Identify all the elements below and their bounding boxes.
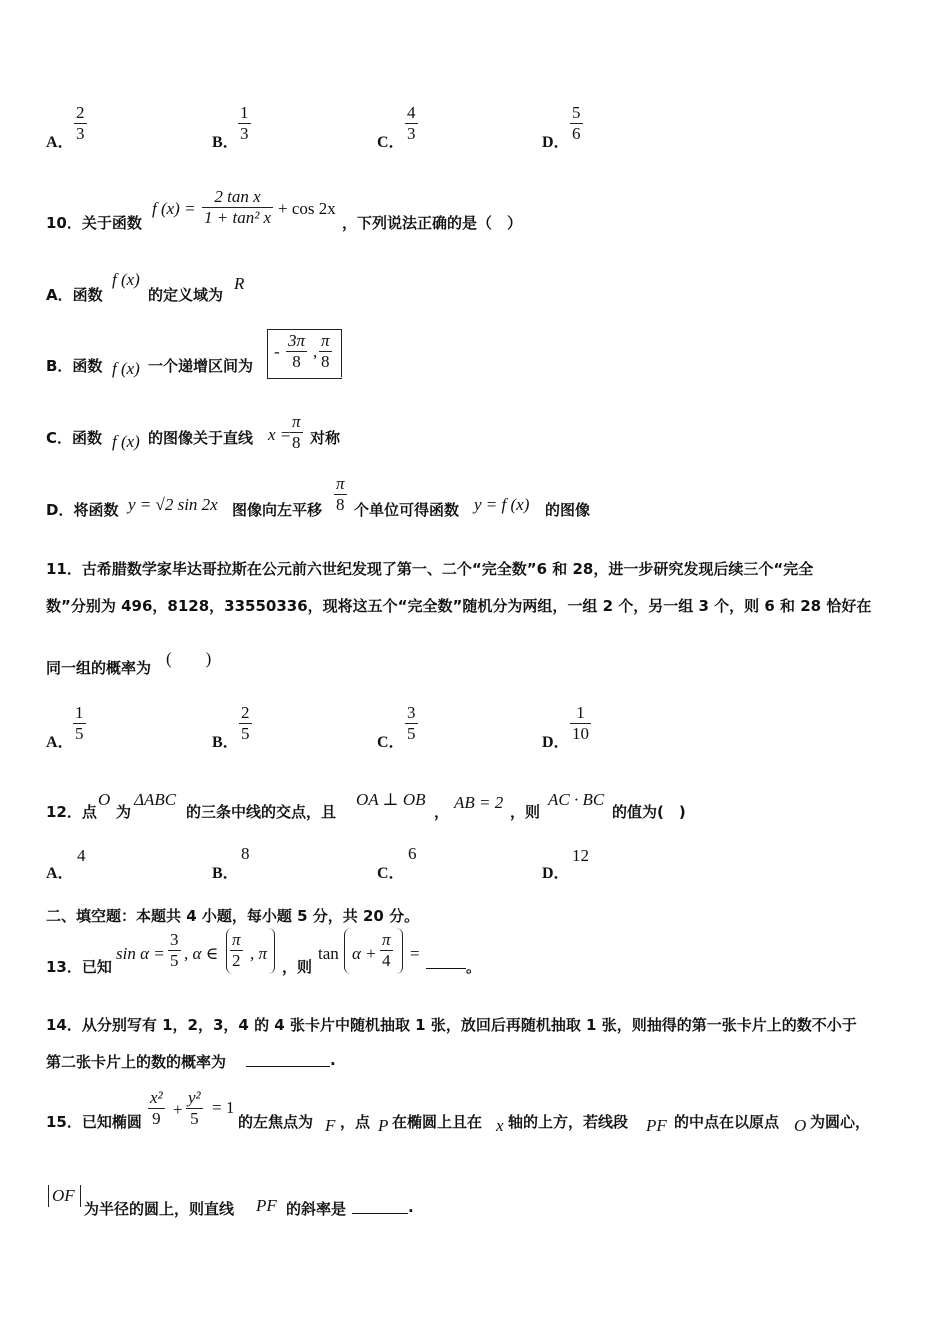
q13-comma: , α ∈ [184,944,219,963]
q9-option-b-label: B． [212,134,239,151]
q12-option-b-label: B． [212,865,239,882]
q15-t6: 的中点在以原点 [674,1113,780,1131]
q14-line1: 14．从分别写有 1，2，3，4 的 4 张卡片中随机抽取 1 张，放回后再随机抽取 1 张，则抽得的第一张卡片上的数不小于 [46,1016,857,1034]
q13-fraction-3: $\frac{\pi}{4}$ [382,930,391,970]
q15-t4: 在椭圆上且在 [392,1113,483,1131]
q10-c-x: x = [268,425,292,444]
q13-t2: ，则 [282,958,313,976]
q15-PF2: PF [256,1196,277,1215]
q13-t1: 13．已知 [46,958,112,976]
q10-b-left-fraction: $\frac{3\pi}{8}$ [288,331,306,371]
q12-triangle: ΔABC [134,790,177,809]
q9-option-b-fraction: $\frac{1}{3}$ [240,103,249,143]
q12-dot: AC · BC [548,790,605,809]
q15-fraction-x: $\frac{\text{x²}}{9}$ [150,1088,163,1128]
q10-func: f (x) = [152,199,196,218]
q10-c-fraction: $\frac{\pi}{8}$ [292,412,301,452]
q11-paren: ( ) [166,649,212,668]
q10-d-text: 图像向左平移 [232,501,323,519]
q15-t7: 为圆心， [810,1113,871,1131]
q10-fraction: $\frac{\text{2 tan x}}{\text{1 + tan² x}}$ [204,187,272,227]
q11-option-d-label: D． [542,734,570,751]
q12-option-d-label: D． [542,865,570,882]
q15-O: O [794,1116,807,1135]
q10-b-label: B．函数 [46,357,103,375]
q13-fraction-1: $\frac{3}{5}$ [170,930,179,970]
q9-option-a-label: A． [46,134,74,151]
q15-abs-left [48,1185,49,1207]
q10-d-math: y = √2 sin 2x [128,495,218,514]
q14-line2: 第二张卡片上的数的概率为 [46,1053,227,1071]
q15-abs-right [80,1185,81,1207]
q13-answer-blank [426,968,466,969]
q12-ab: AB = 2 [454,793,504,812]
q10-b-comma: , [313,342,318,361]
q15-t3: ，点 [340,1113,371,1131]
q10-b-text: 一个递增区间为 [148,357,254,375]
q10-a-text: 的定义域为 [148,286,224,304]
q13-tan: tan [318,944,339,963]
q10-a-R: R [234,274,245,293]
q14-end: . [330,1051,336,1069]
q10-c-math: f (x) [112,432,140,451]
q12-t6: 的值为( ) [612,803,686,821]
q9-option-c-label: C． [377,134,405,151]
q15-OF: OF [52,1186,75,1205]
q10-c-label: C．函数 [46,429,103,447]
q11-option-c-label: C． [377,734,405,751]
q11-option-b-label: B． [212,734,239,751]
q12-option-c-value: 6 [408,844,417,863]
q12-option-b-value: 8 [241,844,250,863]
q10-b-math: f (x) [112,359,140,378]
q10-c-text: 的图像关于直线 [148,429,254,447]
q13-right-paren [268,928,275,974]
q10-suffix: ，下列说法正确的是（ ） [342,214,523,232]
q11-option-c-fraction: $\frac{3}{5}$ [407,703,416,743]
q10-tail-math: + cos 2x [278,199,336,218]
q12-t2: 为 [116,803,132,821]
q11-line1: 11．古希腊数学家毕达哥拉斯在公元前六世纪发现了第一、二个“完全数”6 和 28，进一步研究发现后续三个“完全 [46,560,814,578]
q9-option-a-fraction: $\frac{2}{3}$ [76,103,85,143]
q13-end: 。 [466,958,482,976]
q12-option-c-label: C． [377,865,405,882]
q10-b-right-bracket [341,329,342,377]
q15-t5: 轴的上方，若线段 [508,1113,629,1131]
q13-pi: , π [250,944,268,963]
q11-line2: 数”分别为 496，8128，33550336，现将这五个“完全数”随机分为两组，一组 2 个，另一组 3 个，则 6 和 28 恰好在 [46,597,872,615]
section-2-title: 二、填空题：本题共 4 小题，每小题 5 分，共 20 分。 [46,907,420,925]
q9-option-c-fraction: $\frac{4}{3}$ [407,103,416,143]
q15-fraction-y: $\frac{\text{y²}}{5}$ [188,1088,201,1128]
q15-t1: 15．已知椭圆 [46,1113,142,1131]
q10-a-math: f (x) [112,270,140,289]
q12-t3: 的三条中线的交点，且 [186,803,337,821]
q10-d-fraction: $\frac{\pi}{8}$ [336,474,345,514]
q15-t8: 为半径的圆上，则直线 [84,1200,235,1218]
q12-t4: ， [434,803,450,821]
q15-eq: = 1 [212,1098,235,1117]
q15-end: . [408,1198,414,1216]
q12-option-a-label: A． [46,865,74,882]
q13-fraction-2: $\frac{\pi}{2}$ [232,930,241,970]
q12-option-d-value: 12 [572,846,589,865]
q10-prefix: 10．关于函数 [46,214,142,232]
q15-plus: + [173,1100,183,1119]
q10-d-text3: 的图像 [545,501,591,519]
q13-alpha: α + [352,944,377,963]
q13-tan-right-paren [396,928,403,974]
q10-d-math2: y = f (x) [474,495,530,514]
q12-O: O [98,790,111,809]
q15-P: P [378,1116,389,1135]
q9-option-d-fraction: $\frac{5}{6}$ [572,103,581,143]
q11-option-a-fraction: $\frac{1}{5}$ [75,703,84,743]
q15-PF: PF [646,1116,667,1135]
q12-t5: ，则 [510,803,541,821]
q11-option-d-fraction: $\frac{1}{10}$ [572,703,589,743]
q10-d-text2: 个单位可得函数 [354,501,460,519]
q15-F: F [325,1116,336,1135]
q14-answer-blank [246,1066,330,1067]
q13-sin: sin α = [116,944,165,963]
q11-option-b-fraction: $\frac{2}{5}$ [241,703,250,743]
q15-x: x [496,1116,504,1135]
q12-perp: OA ⊥ OB [356,790,426,809]
q10-b-right-fraction: $\frac{\pi}{8}$ [321,331,330,371]
q12-option-a-value: 4 [77,846,86,865]
q10-a-label: A．函数 [46,286,103,304]
q12-t1: 12．点 [46,803,97,821]
q15-answer-blank [352,1213,408,1214]
q15-t9: 的斜率是 [286,1200,347,1218]
q11-option-a-label: A． [46,734,74,751]
q13-tan-left-paren [344,928,351,974]
q9-option-d-label: D． [542,134,570,151]
q10-c-tail: 对称 [310,429,341,447]
q13-eq: = [410,944,420,963]
q10-b-minus: - [274,342,280,361]
q11-line3: 同一组的概率为 [46,659,152,677]
q15-t2: 的左焦点为 [238,1113,314,1131]
q10-d-label: D．将函数 [46,501,119,519]
